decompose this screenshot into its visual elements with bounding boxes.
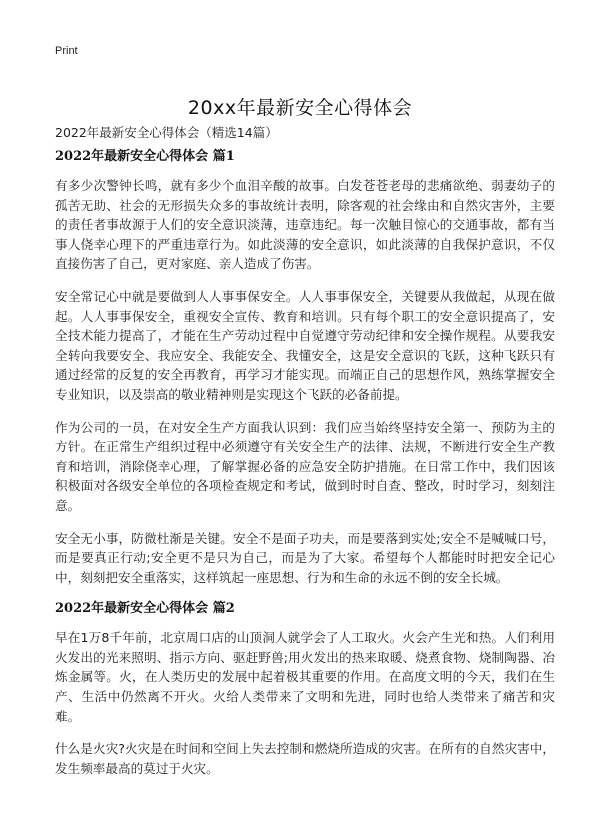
paragraph: 作为公司的一员，在对安全生产方面我认识到：我们应当始终坚持安全第一、预防为主的方针。在正常生产组织过程中必须遵守有关安全生产的法律、法规，不断进行安全生产教育和培训，消除侥幸心理，了解掌握必备的应急安全防护措施。在日常工作中，我们因该积极面对各级安全单位的各项检查规定和考试，做到时时自查、整改，时时学习，刻刻注意。 [55, 419, 555, 513]
paragraph: 安全常记心中就是要做到人人事事保安全。人人事事保安全，关键要从我做起，从现在做起。人人事事保安全，重视安全宣传、教育和培训。只有每个职工的安全意识提高了，安全技术能力提高了，才能在生产劳动过程中自觉遵守劳动纪律和安全操作规程。从要我安全转向我要安全、我应安全、我能安全、我懂安全，这是安全意识的飞跃，这种飞跃只有通过经常的反复的安全再教育，再学习才能实现。而端正自己的思想作风，熟练掌握安全专业知识，以及崇高的敬业精神则是实现这个飞跃的必备前提。 [55, 288, 555, 402]
paragraph: 什么是火灾?火灾是在时间和空间上失去控制和燃烧所造成的灾害。在所有的自然灾害中，发生频率最高的莫过于火灾。 [55, 741, 555, 776]
section-heading: 2022年最新安全心得体会 篇1 [55, 149, 235, 164]
print-label[interactable]: Print [55, 45, 78, 57]
document-body [55, 148, 555, 791]
page-title: 20xx年最新安全心得体会 [187, 96, 413, 119]
section-1 [55, 148, 555, 587]
document-subtitle: 2022年最新安全心得体会（精选14篇） [55, 125, 278, 140]
section-2 [55, 600, 555, 778]
section-heading: 2022年最新安全心得体会 篇2 [55, 601, 235, 617]
paragraph: 有多少次警钟长鸣，就有多少个血泪辛酸的故事。白发苍苍老母的悲痛欲绝、弱妻幼子的孤苦无助、社会的无形损失众多的事故统计表明，除客观的社会缘由和自然灾害外，主要的责任者事故源于人们的安全意识淡薄，违章违纪。每一次触目惊心的交通事故，都有当事人侥幸心理下的严重违章行为。如此淡薄的安全意识，如此淡薄的自我保护意识，不仅直接伤害了自己，更对家庭、亲人造成了伤害。 [55, 178, 555, 272]
paragraph: 早在1万8千年前，北京周口店的山顶洞人就学会了人工取火。火会产生光和热。人们利用火发出的光来照明、指示方向、驱赶野兽;用火发出的热来取暖、烧煮食物、烧制陶器、冶炼金属等。火，在人类历史的发展中起着极其重要的作用。在高度文明的今天，我们在生产、生活中仍然离不开火。火给人类带来了文明和先进，同时也给人类带来了痛苦和灾难。 [55, 630, 555, 724]
paragraph: 安全无小事，防微杜渐是关键。安全不是面子功夫，而是要落到实处;安全不是喊喊口号，而是要真正行动;安全更不是只为自己，而是为了大家。希望每个人都能时时把安全记心中，刻刻把安全重落实，这样筑起一座思想、行为和生命的永远不倒的安全长城。 [55, 530, 555, 585]
